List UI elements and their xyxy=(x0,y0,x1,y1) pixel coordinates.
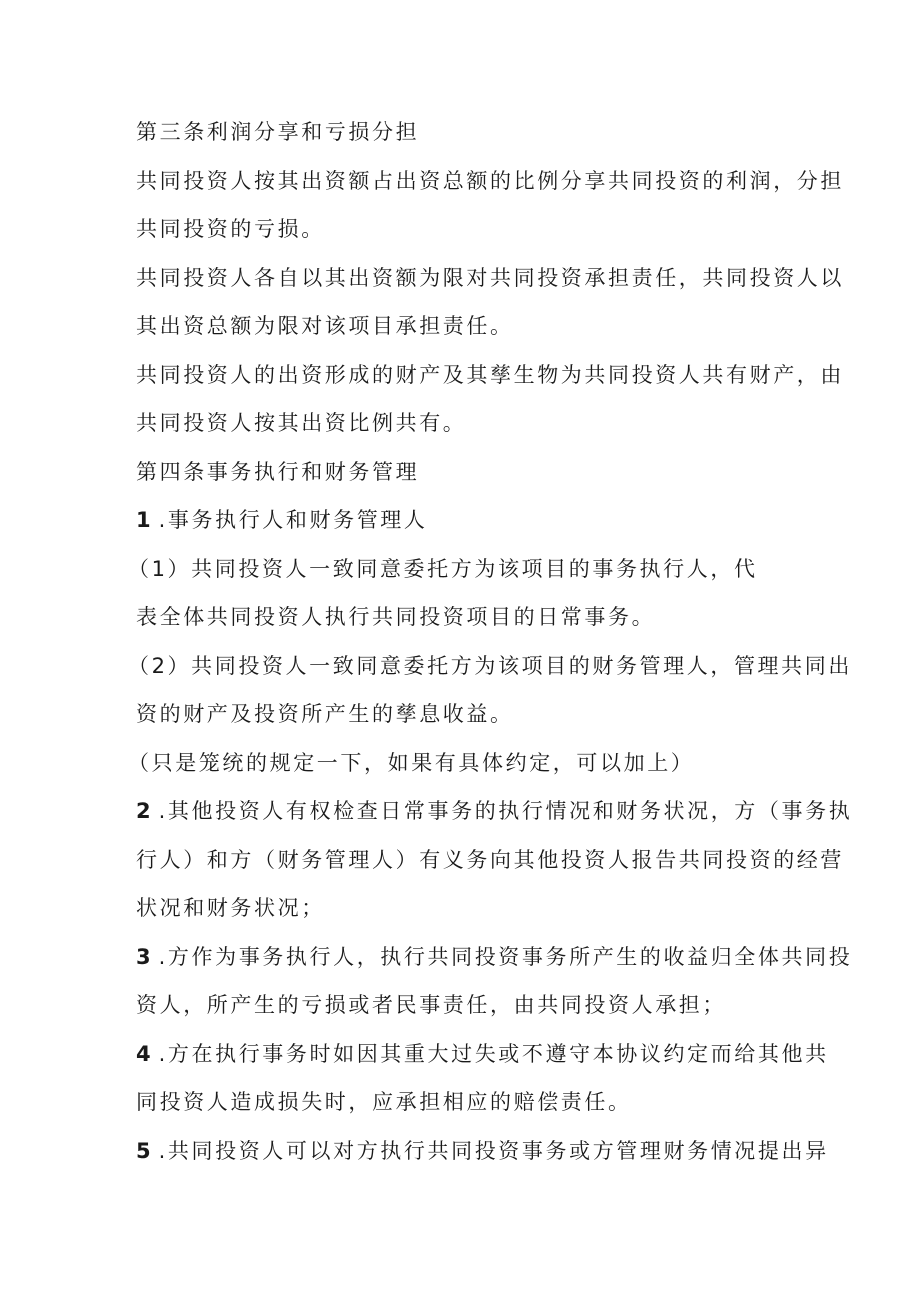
section-heading: 第四条事务执行和财务管理 xyxy=(136,460,420,484)
paragraph-line: 状况和财务状况； xyxy=(136,896,325,920)
paragraph-line: 共同投资的亏损。 xyxy=(136,217,325,241)
list-item: 3 .方作为事务执行人，执行共同投资事务所产生的收益归全体共同投 xyxy=(136,945,853,969)
paragraph-line: 行人）和方（财务管理人）有义务向其他投资人报告共同投资的经营 xyxy=(136,848,844,872)
paragraph-line: 表全体共同投资人执行共同投资项目的日常事务。 xyxy=(136,605,656,629)
paragraph-line: 同投资人造成损失时，应承担相应的赔偿责任。 xyxy=(136,1090,632,1114)
paragraph-line: 共同投资人按其出资比例共有。 xyxy=(136,411,467,435)
paragraph-line: （1）共同投资人一致同意委托方为该项目的事务执行人，代 xyxy=(128,557,758,581)
list-item: 5 .共同投资人可以对方执行共同投资事务或方管理财务情况提出异 xyxy=(136,1139,829,1163)
paragraph-line: 资人，所产生的亏损或者民事责任，由共同投资人承担； xyxy=(136,993,726,1017)
list-number: 5 xyxy=(136,1139,151,1163)
list-number: 4 xyxy=(136,1042,151,1066)
list-number: 1 xyxy=(136,508,151,532)
list-number: 3 xyxy=(136,945,151,969)
paragraph-line: 资的财产及投资所产生的孳息收益。 xyxy=(136,702,514,726)
paragraph-line: 共同投资人的出资形成的财产及其孳生物为共同投资人共有财产，由 xyxy=(136,363,844,387)
list-number: 2 xyxy=(136,799,151,823)
paragraph-line: （只是笼统的规定一下，如果有具体约定，可以加上） xyxy=(128,751,695,775)
paragraph-line: 共同投资人各自以其出资额为限对共同投资承担责任，共同投资人以 xyxy=(136,266,844,290)
list-item: 2 .其他投资人有权检查日常事务的执行情况和财务状况，方（事务执 xyxy=(136,799,853,823)
paragraph-line: 共同投资人按其出资额占出资总额的比例分享共同投资的利润，分担 xyxy=(136,169,844,193)
list-item: 4 .方在执行事务时如因其重大过失或不遵守本协议约定而给其他共 xyxy=(136,1042,829,1066)
section-heading: 第三条利润分享和亏损分担 xyxy=(136,120,420,144)
paragraph-line: 其出资总额为限对该项目承担责任。 xyxy=(136,314,514,338)
list-item: 1 .事务执行人和财务管理人 xyxy=(136,508,428,532)
paragraph-line: （2）共同投资人一致同意委托方为该项目的财务管理人，管理共同出 xyxy=(128,654,852,678)
